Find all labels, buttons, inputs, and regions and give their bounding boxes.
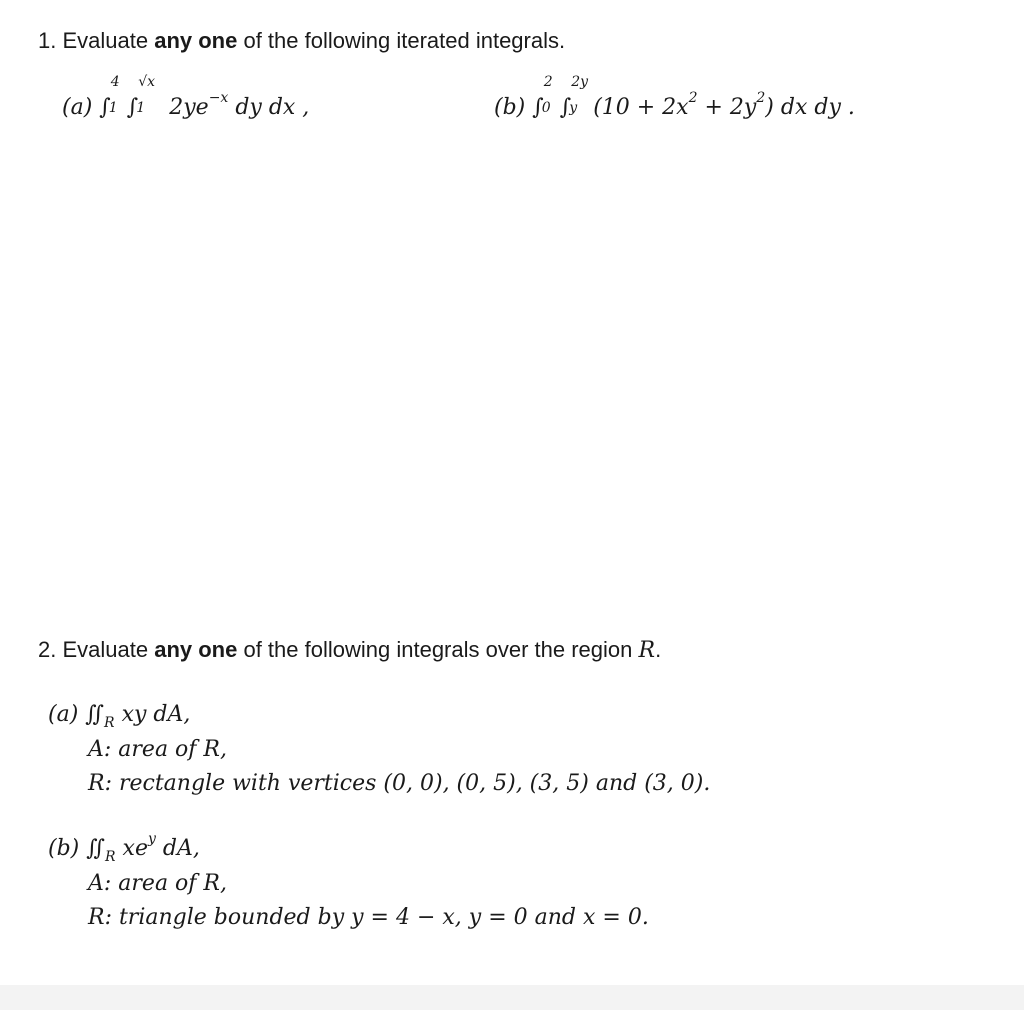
integrand-open: (10 + 2x bbox=[593, 95, 689, 120]
square-exponent-1: 2 bbox=[688, 90, 698, 106]
inner-lower-limit: 1 bbox=[136, 100, 146, 116]
question-2-number: 2. bbox=[38, 637, 57, 662]
question-1-emphasis: any one bbox=[154, 28, 238, 53]
question-2b-region-description: R: triangle bounded by y = 4 − x, y = 0 and x = 0. bbox=[88, 905, 649, 930]
question-2b-label: (b) bbox=[48, 836, 80, 861]
region-variable: R bbox=[638, 638, 656, 663]
question-2a-region-description: R: rectangle with vertices (0, 0), (0, 5), (3, 5) and (3, 0). bbox=[88, 771, 711, 796]
integrand-close: ) dx dy . bbox=[765, 95, 855, 120]
page-bottom-margin bbox=[0, 985, 1024, 1010]
question-2b-area-note: A: area of R, bbox=[88, 871, 227, 896]
differentials: dy dx , bbox=[228, 95, 310, 120]
integrand: xy dA, bbox=[121, 702, 191, 727]
question-2a-label: (a) bbox=[48, 702, 79, 727]
question-2-text-after: of the following integrals over the region bbox=[237, 637, 639, 662]
inner-limits bbox=[136, 74, 162, 116]
question-1b-integral bbox=[494, 74, 855, 120]
inner-upper-limit: √x bbox=[138, 74, 156, 90]
inner-integral-sign: ∫ bbox=[126, 95, 139, 120]
question-2a-area-note: A: area of R, bbox=[88, 737, 227, 762]
question-2b-integral bbox=[48, 831, 200, 865]
inner-limits bbox=[569, 74, 593, 116]
outer-limits bbox=[541, 74, 560, 116]
integrand: xe bbox=[122, 836, 148, 861]
question-1-heading bbox=[38, 28, 565, 54]
question-1-text-after: of the following iterated integrals. bbox=[237, 28, 566, 53]
inner-upper-limit: 2y bbox=[571, 74, 589, 90]
question-1a-integral bbox=[62, 74, 310, 120]
double-integral-sign: ∬ bbox=[86, 836, 105, 861]
question-2-heading bbox=[38, 637, 661, 663]
question-1b-label: (b) bbox=[494, 95, 526, 120]
integrand-tail: dA, bbox=[155, 836, 200, 861]
question-2a-integral bbox=[48, 702, 191, 731]
outer-integral-sign: ∫ bbox=[99, 95, 111, 120]
question-1-text-before: Evaluate bbox=[62, 28, 155, 53]
question-2-text-before: Evaluate bbox=[62, 637, 155, 662]
region-subscript: R bbox=[104, 715, 115, 731]
question-1a-label: (a) bbox=[62, 95, 93, 120]
square-exponent-2: 2 bbox=[756, 90, 766, 106]
outer-integral-sign: ∫ bbox=[532, 95, 544, 120]
question-2-emphasis: any one bbox=[154, 637, 238, 662]
inner-lower-limit: y bbox=[569, 100, 578, 116]
region-subscript: R bbox=[104, 849, 116, 865]
question-2-period: . bbox=[655, 637, 662, 662]
outer-upper-limit: 2 bbox=[543, 74, 553, 90]
outer-lower-limit: 0 bbox=[541, 100, 551, 116]
inner-integral-sign: ∫ bbox=[559, 95, 572, 120]
outer-limits bbox=[108, 74, 127, 116]
outer-upper-limit: 4 bbox=[110, 74, 120, 90]
double-integral-sign: ∬ bbox=[85, 702, 105, 727]
exponent: −x bbox=[208, 90, 229, 106]
outer-lower-limit: 1 bbox=[108, 100, 118, 116]
exponent: y bbox=[147, 831, 156, 847]
question-1-number: 1. bbox=[38, 28, 57, 53]
integrand-middle: + 2y bbox=[697, 95, 757, 120]
integrand: 2ye bbox=[169, 95, 209, 120]
